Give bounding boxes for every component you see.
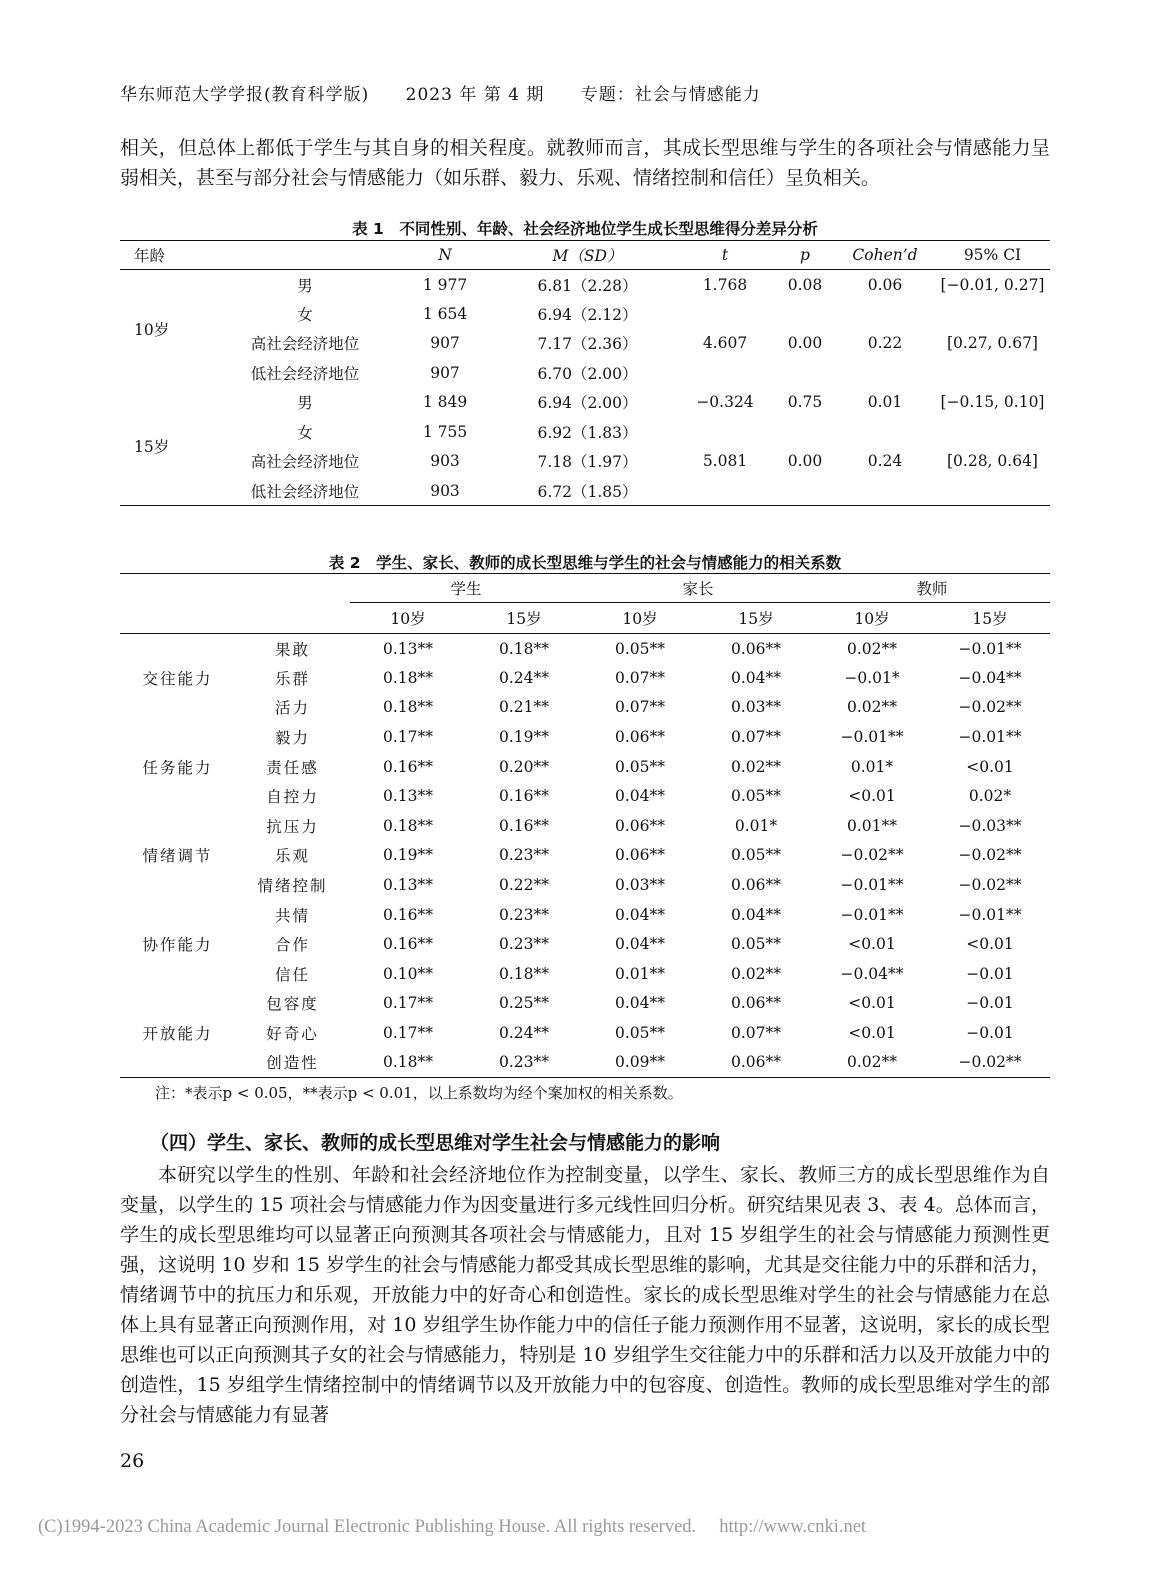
table1 bbox=[120, 240, 1050, 506]
table2-value: 0.18** bbox=[498, 964, 549, 983]
table2-value: <0.01 bbox=[848, 994, 896, 1013]
table2-ability-label: 果敢 bbox=[274, 640, 310, 659]
table2-value: 0.04** bbox=[614, 994, 665, 1013]
table2-value: <0.01 bbox=[848, 787, 896, 806]
table2-age-header: 15岁 bbox=[466, 603, 582, 634]
table2-ability-label: 责任感 bbox=[266, 758, 319, 777]
table2-value: −0.01** bbox=[958, 728, 1022, 747]
table1-row bbox=[120, 447, 1050, 477]
table1-header-n: N bbox=[438, 246, 452, 264]
table2-ability-label: 乐群 bbox=[274, 669, 310, 688]
intro-paragraph: 相关，但总体上都低于学生与其自身的相关程度。就教师而言，其成长型思维与学生的各项社会与情感能力呈弱相关，甚至与部分社会与情感能力（如乐群、毅力、乐观、情绪控制和信任）呈负相关。 bbox=[120, 137, 1050, 189]
table2-value: 0.24** bbox=[498, 668, 549, 687]
table1-n: 1 654 bbox=[422, 304, 468, 323]
table1-group-label: 女 bbox=[297, 423, 313, 442]
table2-value: −0.02** bbox=[958, 698, 1022, 717]
table1-msd: 7.18（1.97） bbox=[537, 453, 638, 472]
table1-ci: [−0.01, 0.27] bbox=[940, 275, 1045, 294]
table2-value: 0.01** bbox=[846, 816, 897, 835]
table2-value: −0.01 bbox=[966, 1024, 1014, 1043]
table1-msd: 6.81（2.28） bbox=[537, 276, 638, 295]
table2-value: −0.04** bbox=[958, 668, 1022, 687]
table2-row bbox=[120, 663, 1050, 693]
table2-value: 0.21** bbox=[498, 698, 549, 717]
table1-ci: [−0.15, 0.10] bbox=[940, 393, 1045, 412]
table2-value: −0.01** bbox=[958, 639, 1022, 658]
table2-row bbox=[120, 1018, 1050, 1048]
table2-value: −0.02** bbox=[958, 846, 1022, 865]
table2-value: 0.16** bbox=[382, 935, 433, 954]
table2-value: 0.06** bbox=[730, 994, 781, 1013]
table1-cohen-d: 0.06 bbox=[867, 275, 903, 294]
table2-value: −0.02** bbox=[958, 1053, 1022, 1072]
table2-value: 0.23** bbox=[498, 846, 549, 865]
table1-header-msd: M（SD） bbox=[552, 247, 623, 265]
table2-value: 0.16** bbox=[382, 757, 433, 776]
table2-value: 0.10** bbox=[382, 964, 433, 983]
table2-value: 0.16** bbox=[498, 787, 549, 806]
table2-value: 0.18** bbox=[382, 1053, 433, 1072]
table1-n: 907 bbox=[430, 363, 460, 382]
table1-n: 903 bbox=[430, 452, 460, 471]
table1-n: 1 977 bbox=[422, 275, 468, 294]
table2-value: 0.07** bbox=[730, 728, 781, 747]
table1-msd: 6.72（1.85） bbox=[537, 482, 638, 501]
table1-group-label: 高社会经济地位 bbox=[250, 453, 360, 472]
table1-n: 1 849 bbox=[422, 393, 468, 412]
table2-value: −0.01 bbox=[966, 964, 1014, 983]
table2-value: 0.24** bbox=[498, 1024, 549, 1043]
table2-value: 0.05** bbox=[614, 757, 665, 776]
table2-value: 0.05** bbox=[730, 787, 781, 806]
table2-row bbox=[120, 634, 1050, 664]
table2-value: <0.01 bbox=[966, 757, 1014, 776]
table2-value: 0.18** bbox=[382, 668, 433, 687]
table2-value: 0.13** bbox=[382, 876, 433, 895]
table2-value: 0.19** bbox=[382, 846, 433, 865]
table2-value: 0.04** bbox=[614, 935, 665, 954]
table2-ability-label: 自控力 bbox=[266, 788, 319, 807]
table2-value: 0.16** bbox=[382, 905, 433, 924]
table2-value: 0.02** bbox=[730, 964, 781, 983]
table1-group-label: 男 bbox=[297, 276, 313, 295]
table2-value: 0.02** bbox=[846, 1053, 897, 1072]
table1-row bbox=[120, 476, 1050, 506]
table1-age-cell: 15岁 bbox=[120, 388, 220, 506]
table1-header-cohen: Cohen’d bbox=[852, 246, 918, 264]
table2-ability-label: 抗压力 bbox=[266, 817, 319, 836]
table1-row bbox=[120, 417, 1050, 447]
table2-value: 0.23** bbox=[498, 905, 549, 924]
table2-value: 0.04** bbox=[730, 668, 781, 687]
table1-cohen-d: 0.24 bbox=[867, 452, 903, 471]
table2-row bbox=[120, 811, 1050, 841]
table2-value: 0.03** bbox=[730, 698, 781, 717]
table1-row bbox=[120, 329, 1050, 359]
table2-value: 0.23** bbox=[498, 935, 549, 954]
table1-msd: 6.94（2.12） bbox=[537, 305, 638, 324]
table2-value: 0.06** bbox=[614, 728, 665, 747]
table2-row bbox=[120, 900, 1050, 930]
table2-value: 0.17** bbox=[382, 994, 433, 1013]
table2-row bbox=[120, 841, 1050, 871]
table1-row bbox=[120, 299, 1050, 329]
table2-value: 0.06** bbox=[730, 876, 781, 895]
table2-value: 0.05** bbox=[730, 935, 781, 954]
table2-value: −0.03** bbox=[958, 816, 1022, 835]
table2-row bbox=[120, 929, 1050, 959]
table2-caption: 表 2 学生、家长、教师的成长型思维与学生的社会与情感能力的相关系数 bbox=[328, 554, 842, 572]
table2-age-header: 10岁 bbox=[582, 603, 698, 634]
table1-msd: 7.17（2.36） bbox=[537, 335, 638, 354]
table2-value: −0.02** bbox=[958, 876, 1022, 895]
topic-label: 专题：社会与情感能力 bbox=[580, 85, 761, 105]
table1-ci: [0.28, 0.64] bbox=[947, 452, 1038, 471]
table2-value: 0.13** bbox=[382, 787, 433, 806]
table2-value: 0.01** bbox=[614, 964, 665, 983]
table1-ci: [0.27, 0.67] bbox=[947, 334, 1038, 353]
table2-category: 交往能力 bbox=[142, 670, 213, 689]
table1-row bbox=[120, 270, 1050, 300]
table1-group-label: 男 bbox=[297, 394, 313, 413]
table1-header-t: t bbox=[721, 246, 729, 264]
table2-group-student: 学生 bbox=[350, 574, 582, 603]
table2-value: 0.17** bbox=[382, 728, 433, 747]
table2-value: 0.18** bbox=[382, 698, 433, 717]
section-title: （四）学生、家长、教师的成长型思维对学生社会与情感能力的影响 bbox=[150, 1132, 721, 1154]
table2-value: −0.01** bbox=[840, 876, 904, 895]
table2-value: 0.13** bbox=[382, 639, 433, 658]
table2-age-header: 15岁 bbox=[930, 603, 1050, 634]
table2-value: 0.25** bbox=[498, 994, 549, 1013]
page-number: 26 bbox=[120, 1450, 145, 1472]
table2-value: 0.02** bbox=[730, 757, 781, 776]
table2-value: 0.02** bbox=[846, 698, 897, 717]
table2-value: 0.04** bbox=[614, 905, 665, 924]
table2-category: 情绪调节 bbox=[142, 847, 213, 866]
table2-age-header: 10岁 bbox=[350, 603, 466, 634]
table1-group-label: 低社会经济地位 bbox=[250, 482, 360, 501]
table1-t: 5.081 bbox=[702, 452, 748, 471]
table2-ability-label: 毅力 bbox=[274, 729, 310, 748]
table2-ability-label: 活力 bbox=[274, 699, 310, 718]
issue-label: 2023 年 第 4 期 bbox=[405, 85, 545, 105]
table1-header-ci: 95% CI bbox=[963, 246, 1022, 264]
table2-row bbox=[120, 959, 1050, 989]
table2-value: −0.01** bbox=[840, 728, 904, 747]
table1-age-cell: 10岁 bbox=[134, 320, 170, 339]
table2-value: <0.01 bbox=[848, 1024, 896, 1043]
table1-p: 0.75 bbox=[787, 393, 823, 412]
table1-group-label: 低社会经济地位 bbox=[250, 364, 360, 383]
journal-name: 华东师范大学学报(教育科学版) bbox=[120, 85, 370, 105]
table2-value: 0.09** bbox=[614, 1053, 665, 1072]
table1-p: 0.00 bbox=[787, 334, 823, 353]
table2-value: 0.07** bbox=[730, 1024, 781, 1043]
table2-value: −0.04** bbox=[840, 964, 904, 983]
table2-ability-label: 好奇心 bbox=[266, 1025, 319, 1044]
table1-row bbox=[120, 388, 1050, 418]
table2-ability-label: 创造性 bbox=[266, 1054, 319, 1073]
table2-value: 0.04** bbox=[614, 787, 665, 806]
table2-age-header: 15岁 bbox=[698, 603, 814, 634]
table2-value: 0.04** bbox=[730, 905, 781, 924]
table2-value: −0.01** bbox=[958, 905, 1022, 924]
table2-ability-label: 包容度 bbox=[266, 995, 319, 1014]
table2-value: 0.01* bbox=[850, 757, 894, 776]
table2-value: −0.01* bbox=[844, 668, 900, 687]
table1-cohen-d: 0.22 bbox=[867, 334, 903, 353]
table1-t: 1.768 bbox=[702, 275, 748, 294]
table2-row bbox=[120, 989, 1050, 1019]
table2-row bbox=[120, 693, 1050, 723]
table1-cohen-d: 0.01 bbox=[867, 393, 903, 412]
copyright-footer: (C)1994-2023 China Academic Journal Electronic Publishing House. All rights reserved. http://www.cnki.net bbox=[38, 1517, 867, 1537]
table2-value: 0.02** bbox=[846, 639, 897, 658]
table2-group-parent: 家长 bbox=[582, 574, 814, 603]
table2-value: 0.16** bbox=[498, 816, 549, 835]
table2-value: 0.01* bbox=[734, 816, 778, 835]
table2-ability-label: 情绪控制 bbox=[257, 877, 328, 896]
table2-value: 0.07** bbox=[614, 698, 665, 717]
table2-category: 协作能力 bbox=[142, 936, 213, 955]
table2-value: 0.02* bbox=[968, 787, 1012, 806]
table2-value: −0.02** bbox=[840, 846, 904, 865]
table2-row bbox=[120, 781, 1050, 811]
table2-value: −0.01** bbox=[840, 905, 904, 924]
table2-value: 0.06** bbox=[730, 639, 781, 658]
table2-category: 任务能力 bbox=[142, 758, 213, 777]
table1-n: 903 bbox=[430, 481, 460, 500]
table1-p: 0.00 bbox=[787, 452, 823, 471]
table2-value: 0.05** bbox=[614, 1024, 665, 1043]
table2-row bbox=[120, 1048, 1050, 1078]
table2-group-teacher: 教师 bbox=[814, 574, 1050, 603]
table1-row bbox=[120, 358, 1050, 388]
table1-header-p: p bbox=[800, 246, 810, 264]
table2-value: 0.05** bbox=[730, 846, 781, 865]
table1-group-label: 女 bbox=[297, 305, 313, 324]
table1-n: 907 bbox=[430, 334, 460, 353]
table2-value: <0.01 bbox=[966, 935, 1014, 954]
table1-group-label: 高社会经济地位 bbox=[250, 335, 360, 354]
table2-ability-label: 乐观 bbox=[274, 847, 310, 866]
table1-n: 1 755 bbox=[422, 422, 468, 441]
table2-row bbox=[120, 870, 1050, 900]
table2-value: 0.06** bbox=[614, 846, 665, 865]
table1-p: 0.08 bbox=[787, 275, 823, 294]
table2-row bbox=[120, 752, 1050, 782]
table2-category: 开放能力 bbox=[120, 989, 235, 1078]
table2-value: 0.07** bbox=[614, 668, 665, 687]
table2-ability-label: 共情 bbox=[274, 906, 310, 925]
table2-value: 0.18** bbox=[382, 816, 433, 835]
table2-value: 0.23** bbox=[498, 1053, 549, 1072]
table2-value: 0.20** bbox=[498, 757, 549, 776]
table2-row bbox=[120, 722, 1050, 752]
table2-value: −0.01 bbox=[966, 994, 1014, 1013]
table1-msd: 6.94（2.00） bbox=[537, 394, 638, 413]
table2-value: 0.06** bbox=[730, 1053, 781, 1072]
table1-msd: 6.70（2.00） bbox=[537, 364, 638, 383]
table2-ability-label: 信任 bbox=[274, 965, 310, 984]
table2-value: 0.17** bbox=[382, 1024, 433, 1043]
table2-value: 0.03** bbox=[614, 876, 665, 895]
body-paragraph: 本研究以学生的性别、年龄和社会经济地位作为控制变量，以学生、家长、教师三方的成长型思维作为自变量，以学生的 15 项社会与情感能力作为因变量进行多元线性回归分析。研究结果见表 3、表 4。总体而言，学生的成长型思维均可以显著正向预测其各项社会与情感能力，且对 15 岁组学生的社会与情感能力预测性更强，这说明 10 岁和 15 岁学生的社会与情感能力都受其成长型思维的影响，尤其是交往能力中的乐群和活力，情绪调节中的抗压力和乐观，开放能力中的好奇心和创造性。家长的成长型思维对学生的社会与情感能力在总体上具有显著正向预测作用，对 10 岁组学生协作能力中的信任子能力预测作用不显著，这说明，家长的成长型思维也可以正向预测其子女的社会与情感能力，特别是 10 岁组学生交往能力中的乐群和活力以及开放能力中的创造性，15 岁组学生情绪控制中的情绪调节以及开放能力中的包容度、创造性。教师的成长型思维对学生的部分社会与情感能力有显著 bbox=[120, 1164, 1050, 1426]
table1-header-age: 年龄 bbox=[134, 247, 166, 265]
table2-ability-label: 合作 bbox=[274, 936, 310, 955]
table2-age-header: 10岁 bbox=[814, 603, 930, 634]
table2-value: 0.19** bbox=[498, 728, 549, 747]
table2-note: 注：*表示p < 0.05，**表示p < 0.01，以上系数均为经个案加权的相关系数。 bbox=[155, 1084, 683, 1102]
table1-msd: 6.92（1.83） bbox=[537, 423, 638, 442]
table2-value: <0.01 bbox=[848, 935, 896, 954]
table2-value: 0.06** bbox=[614, 816, 665, 835]
table2-value: 0.05** bbox=[614, 639, 665, 658]
table2-value: 0.22** bbox=[498, 876, 549, 895]
table1-t: 4.607 bbox=[702, 334, 748, 353]
table1-caption: 表 1 不同性别、年龄、社会经济地位学生成长型思维得分差异分析 bbox=[352, 220, 818, 238]
table2 bbox=[120, 573, 1050, 1078]
running-head bbox=[120, 80, 791, 105]
table2-value: 0.18** bbox=[498, 639, 549, 658]
table1-t: −0.324 bbox=[696, 393, 754, 412]
